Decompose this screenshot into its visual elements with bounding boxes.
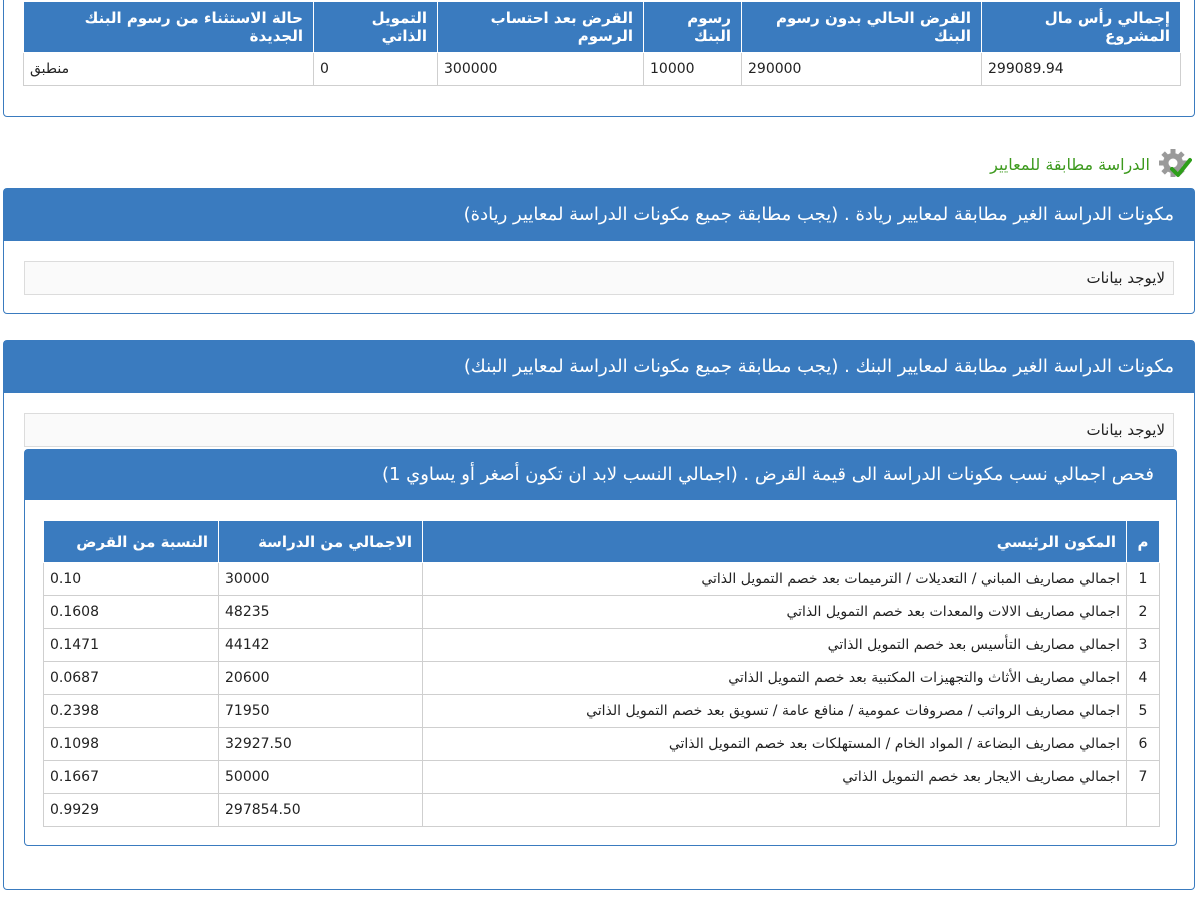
row-ratio: 0.1667 bbox=[44, 761, 219, 794]
row-index: 7 bbox=[1127, 761, 1160, 794]
header-loan-ratio: النسبة من القرض bbox=[44, 521, 219, 563]
row-total: 30000 bbox=[219, 563, 423, 596]
cell-total-capital: 299089.94 bbox=[982, 53, 1181, 86]
totals-row bbox=[44, 794, 1160, 827]
table-row bbox=[44, 662, 1160, 695]
study-status-label: الدراسة مطابقة للمعايير bbox=[990, 154, 1150, 174]
row-index: 3 bbox=[1127, 629, 1160, 662]
header-self-funding: التمويل الذاتي bbox=[314, 2, 438, 53]
table-row bbox=[44, 629, 1160, 662]
header-current-loan: القرض الحالي بدون رسوم البنك bbox=[742, 2, 982, 53]
gear-check-icon bbox=[1158, 147, 1192, 181]
row-index: 2 bbox=[1127, 596, 1160, 629]
totals-ratio: 0.9929 bbox=[44, 794, 219, 827]
loan-summary-panel bbox=[3, 0, 1195, 117]
header-total-capital: إجمالي رأس مال المشروع bbox=[982, 2, 1181, 53]
ratio-check-title: فحص اجمالي نسب مكونات الدراسة الى قيمة القرض . (اجمالي النسب لابد ان تكون أصغر أو يساوي 1) bbox=[25, 450, 1176, 500]
totals-component bbox=[423, 794, 1127, 827]
bank-no-data: لايوجد بيانات bbox=[24, 413, 1174, 447]
row-component: اجمالي مصاريف البضاعة / المواد الخام / المستهلكات بعد خصم التمويل الذاتي bbox=[423, 728, 1127, 761]
table-row bbox=[44, 596, 1160, 629]
row-component: اجمالي مصاريف الالات والمعدات بعد خصم التمويل الذاتي bbox=[423, 596, 1127, 629]
row-index: 1 bbox=[1127, 563, 1160, 596]
header-bank-fees: رسوم البنك bbox=[644, 2, 742, 53]
row-total: 20600 bbox=[219, 662, 423, 695]
row-ratio: 0.1098 bbox=[44, 728, 219, 761]
header-main-component: المكون الرئيسي bbox=[423, 521, 1127, 563]
cell-self-funding: 0 bbox=[314, 53, 438, 86]
riyada-no-data: لايوجد بيانات bbox=[24, 261, 1174, 295]
cell-loan-after-fees: 300000 bbox=[438, 53, 644, 86]
row-total: 32927.50 bbox=[219, 728, 423, 761]
table-row bbox=[44, 563, 1160, 596]
row-ratio: 0.2398 bbox=[44, 695, 219, 728]
study-status bbox=[990, 147, 1192, 181]
row-component: اجمالي مصاريف الرواتب / مصروفات عمومية / منافع عامة / تسويق بعد خصم التمويل الذاتي bbox=[423, 695, 1127, 728]
riyada-criteria-panel bbox=[3, 188, 1195, 314]
cell-bank-fees: 10000 bbox=[644, 53, 742, 86]
row-ratio: 0.1608 bbox=[44, 596, 219, 629]
row-component: اجمالي مصاريف المباني / التعديلات / الترميمات بعد خصم التمويل الذاتي bbox=[423, 563, 1127, 596]
row-total: 48235 bbox=[219, 596, 423, 629]
table-row bbox=[44, 761, 1160, 794]
table-row bbox=[44, 695, 1160, 728]
cell-exception-status: منطبق bbox=[24, 53, 314, 86]
table-row bbox=[44, 728, 1160, 761]
row-ratio: 0.0687 bbox=[44, 662, 219, 695]
riyada-panel-title: مكونات الدراسة الغير مطابقة لمعايير ريادة . (يجب مطابقة جميع مكونات الدراسة لمعايير ريادة) bbox=[4, 189, 1194, 241]
cell-current-loan: 290000 bbox=[742, 53, 982, 86]
totals-total: 297854.50 bbox=[219, 794, 423, 827]
header-index: م bbox=[1127, 521, 1160, 563]
ratio-check-table bbox=[43, 520, 1160, 827]
ratio-header-row bbox=[44, 521, 1160, 563]
row-total: 50000 bbox=[219, 761, 423, 794]
ratio-check-panel bbox=[24, 449, 1177, 846]
row-total: 71950 bbox=[219, 695, 423, 728]
row-total: 44142 bbox=[219, 629, 423, 662]
loan-summary-header-row bbox=[24, 2, 1181, 53]
row-ratio: 0.1471 bbox=[44, 629, 219, 662]
row-index: 4 bbox=[1127, 662, 1160, 695]
row-ratio: 0.10 bbox=[44, 563, 219, 596]
loan-summary-table bbox=[23, 1, 1181, 86]
totals-index bbox=[1127, 794, 1160, 827]
row-index: 5 bbox=[1127, 695, 1160, 728]
bank-panel-title: مكونات الدراسة الغير مطابقة لمعايير البنك . (يجب مطابقة جميع مكونات الدراسة لمعايير البنك) bbox=[4, 341, 1194, 393]
header-study-total: الاجمالي من الدراسة bbox=[219, 521, 423, 563]
row-index: 6 bbox=[1127, 728, 1160, 761]
loan-summary-row bbox=[24, 53, 1181, 86]
header-loan-after-fees: القرض بعد احتساب الرسوم bbox=[438, 2, 644, 53]
row-component: اجمالي مصاريف التأسيس بعد خصم التمويل الذاتي bbox=[423, 629, 1127, 662]
bank-criteria-panel bbox=[3, 340, 1195, 890]
row-component: اجمالي مصاريف الأثاث والتجهيزات المكتبية بعد خصم التمويل الذاتي bbox=[423, 662, 1127, 695]
header-exception-status: حالة الاستثناء من رسوم البنك الجديدة bbox=[24, 2, 314, 53]
row-component: اجمالي مصاريف الايجار بعد خصم التمويل الذاتي bbox=[423, 761, 1127, 794]
